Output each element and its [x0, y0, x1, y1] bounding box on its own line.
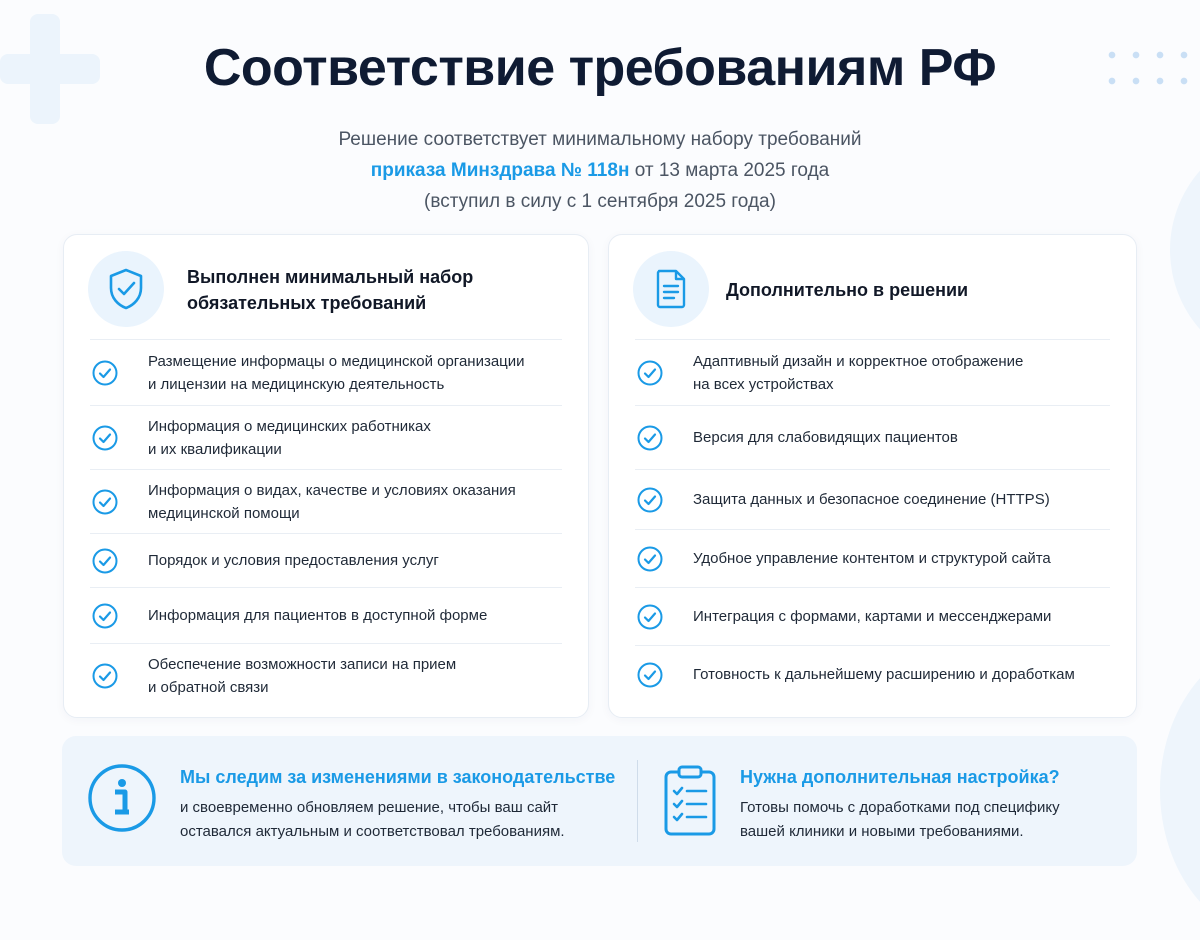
- order-date: от 13 марта 2025 года: [629, 160, 830, 181]
- list-item-text: Информация для пациентов в доступной форме: [148, 607, 488, 624]
- list-item: [635, 405, 1110, 469]
- list-item: [90, 469, 562, 533]
- list-item: [635, 529, 1110, 587]
- page-title: Соответствие требованиям РФ: [203, 39, 997, 97]
- check-circle-icon: [637, 662, 663, 688]
- list-item: [90, 643, 562, 707]
- card-title: Выполнен минимальный набор обязательных требований: [187, 267, 474, 313]
- list-item: [635, 469, 1110, 529]
- subtitle-line-3: (вступил в силу с 1 сентября 2025 года): [424, 191, 776, 212]
- card-header: [64, 235, 588, 339]
- info-panel: [62, 736, 1137, 866]
- check-circle-icon: [92, 663, 118, 689]
- check-circle-icon: [92, 603, 118, 629]
- list-item-text: Обеспечение возможности записи на прием и обратной связи: [148, 655, 457, 696]
- check-circle-icon: [92, 360, 118, 386]
- clipboard-checklist-icon: [662, 764, 718, 838]
- check-circle-icon: [637, 546, 663, 572]
- legislation-text: и своевременно обновляем решение, чтобы ваш сайт оставался актуальным и соответствовал требованиям.: [180, 799, 565, 840]
- list-item: [635, 587, 1110, 645]
- subtitle-line-2: [0, 155, 1200, 186]
- check-circle-icon: [92, 489, 118, 515]
- list-item-text: Информация о видах, качестве и условиях оказания медицинской помощи: [148, 481, 516, 522]
- list-item-text: Удобное управление контентом и структурой сайта: [693, 550, 1051, 567]
- list-item-text: Интеграция с формами, картами и мессенджерами: [693, 608, 1052, 625]
- info-icon: [86, 762, 158, 834]
- decor-circle: [1160, 640, 1200, 940]
- required-features-card: [63, 234, 589, 718]
- list-item-text: Порядок и условия предоставления услуг: [148, 552, 439, 569]
- divider: [637, 760, 638, 842]
- list-item: [90, 339, 562, 405]
- check-circle-icon: [637, 487, 663, 513]
- document-icon: [633, 251, 709, 327]
- list-item: [635, 645, 1110, 703]
- check-circle-icon: [637, 604, 663, 630]
- customization-text: Готовы помочь с доработками под специфику вашей клиники и новыми требованиями.: [740, 799, 1060, 840]
- list-item: [90, 405, 562, 469]
- customization-title: Нужна дополнительная настройка?: [740, 767, 1060, 787]
- card-header: [609, 235, 1136, 339]
- list-item-text: Размещение информацы о медицинской организации и лицензии на медицинскую деятельность: [148, 352, 525, 393]
- list-item-text: Информация о медицинских работниках и их квалификации: [148, 417, 431, 458]
- additional-features-card: [608, 234, 1137, 718]
- list-item: [90, 587, 562, 643]
- subtitle-line-1: Решение соответствует минимальному набору требований: [338, 129, 862, 150]
- page-subtitle: [0, 124, 1200, 217]
- check-circle-icon: [637, 360, 663, 386]
- check-circle-icon: [637, 425, 663, 451]
- card-title: Дополнительно в решении: [726, 280, 969, 300]
- list-item-text: Готовность к дальнейшему расширению и доработкам: [693, 666, 1075, 683]
- list-item: [90, 533, 562, 587]
- list-item-text: Защита данных и безопасное соединение (HTTPS): [693, 491, 1050, 508]
- shield-check-icon: [88, 251, 164, 327]
- order-reference: приказа Минздрава № 118н: [370, 160, 630, 181]
- check-circle-icon: [92, 548, 118, 574]
- legislation-title: Мы следим за изменениями в законодательстве: [180, 767, 616, 787]
- list-item-text: Версия для слабовидящих пациентов: [693, 429, 958, 446]
- list-item: [635, 339, 1110, 405]
- check-circle-icon: [92, 425, 118, 451]
- list-item-text: Адаптивный дизайн и корректное отображение на всех устройствах: [693, 352, 1024, 393]
